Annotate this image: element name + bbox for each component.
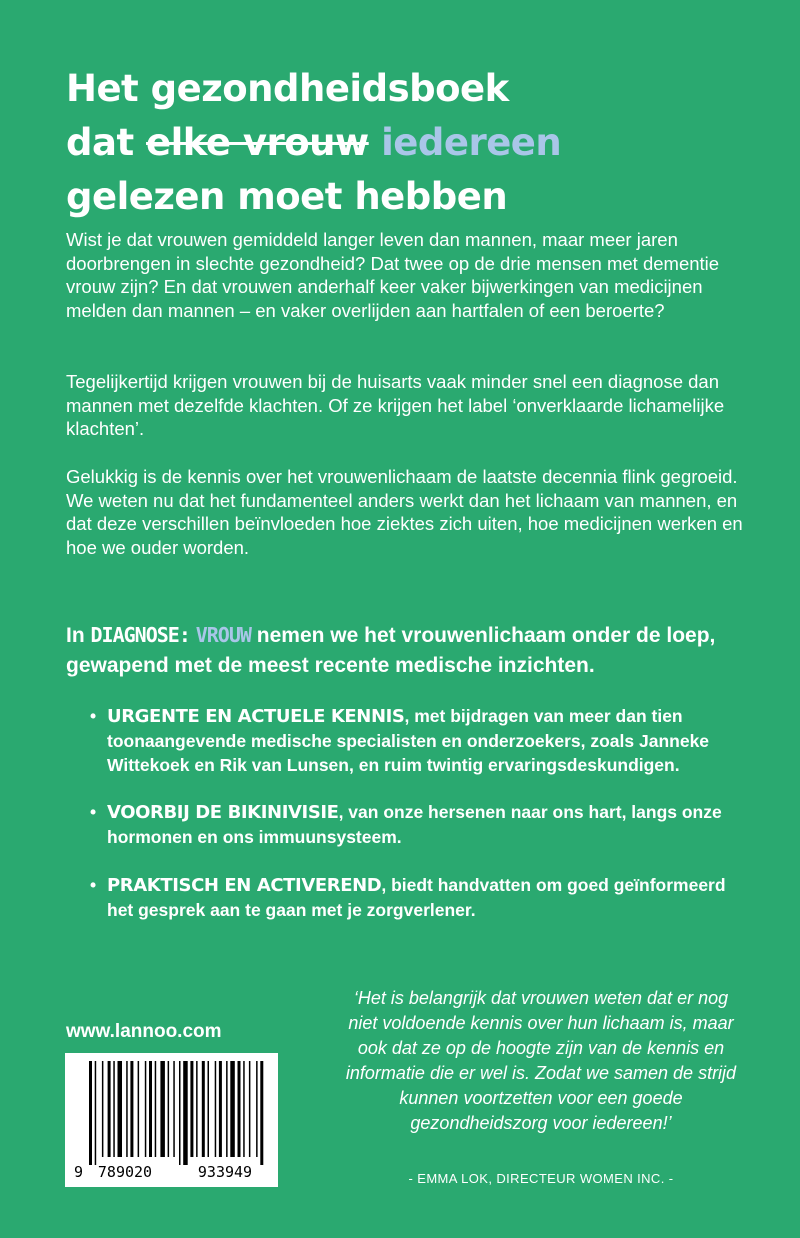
- barcode-bar: [149, 1061, 152, 1157]
- intro-paragraph: [66, 620, 756, 681]
- barcode-bar: [155, 1061, 157, 1157]
- bullet-dot-icon: •: [90, 875, 97, 895]
- bullet-lead: URGENTE EN ACTUELE KENNIS: [107, 706, 405, 727]
- brand-title-main: DIAGNOSE:: [90, 623, 190, 647]
- barcode-graphic: [65, 1053, 278, 1187]
- headline-line-1: Het gezondheidsboek: [66, 67, 509, 110]
- barcode-bar: [249, 1061, 251, 1157]
- bullet-text: , van onze hersenen naar ons hart, langs onze hormonen en ons immuunsysteem.: [107, 802, 722, 847]
- barcode-bar: [230, 1061, 235, 1157]
- bullet-dot-icon: •: [90, 706, 97, 726]
- bullet-lead: PRAKTISCH EN ACTIVEREND: [107, 875, 382, 896]
- barcode-bar: [168, 1061, 170, 1157]
- barcode-bar: [130, 1061, 133, 1157]
- bullet-item: [90, 704, 747, 777]
- bullet-text: , biedt handvatten om goed geïnformeerd het gesprek aan te gaan met je zorgverlener.: [107, 875, 726, 920]
- headline-line-2: [66, 116, 746, 170]
- bullet-lead: VOORBIJ DE BIKINIVISIE: [107, 802, 339, 823]
- barcode-bar: [126, 1061, 128, 1157]
- paragraph-2: Tegelijkertijd krijgen vrouwen bij de huisarts vaak minder snel een diagnose dan mannen met dezelfde klachten. Of ze krijgen het label ‘onverklaarde lichamelijke klachten’.: [66, 371, 725, 439]
- headline-prefix: dat: [66, 121, 147, 164]
- bullet-text: , met bijdragen van meer dan tien toonaangevende medische specialisten en onderzoekers, zoals Janneke Wittekoek en Rik van Lunsen, en ruim twintig ervaringsdeskundigen.: [107, 706, 710, 775]
- brand-title-alt: VROUW: [195, 623, 251, 647]
- barcode-bar: [202, 1061, 205, 1157]
- barcode-bars: [89, 1061, 263, 1165]
- bullet-item: [90, 873, 747, 922]
- publisher-website: www.lannoo.com: [66, 1021, 222, 1042]
- barcode-bar: [183, 1061, 188, 1165]
- barcode-bar: [95, 1061, 97, 1165]
- barcode-bar: [118, 1061, 123, 1157]
- barcode-bar: [196, 1061, 198, 1157]
- barcode-bar: [190, 1061, 193, 1157]
- barcode-bar: [219, 1061, 222, 1157]
- barcode-bar: [243, 1061, 245, 1157]
- paragraph-3: Gelukkig is de kennis over het vrouwenlichaam de laatste decennia flink gegroeid. We weten nu dat het fundamenteel anders werkt dan het lichaam van mannen, en dat deze verschillen beïnvloeden hoe ziektes zich uiten, hoe medicijnen werken en hoe we ouder worden.: [66, 466, 743, 558]
- barcode-bar: [260, 1061, 263, 1165]
- quote-attribution: - EMMA LOK, DIRECTEUR WOMEN INC. -: [408, 1171, 674, 1186]
- barcode-bar: [138, 1061, 140, 1157]
- headline-replacement: iedereen: [381, 121, 562, 164]
- barcode-bar: [238, 1061, 241, 1157]
- paragraph-1: Wist je dat vrouwen gemiddeld langer leven dan mannen, maar meer jaren doorbrengen in slechte gezondheid? Dat twee op de drie mensen met dementie vrouw zijn? En dat vrouwen anderhalf keer vaker bijwerkingen van medicijnen melden dan mannen – en vaker overlijden aan hartfalen of een beroerte?: [66, 229, 720, 321]
- barcode-bar: [215, 1061, 217, 1157]
- bullet-dot-icon: •: [90, 802, 97, 822]
- barcode-bar: [145, 1061, 147, 1157]
- barcode-left-digits: 789020: [97, 1163, 153, 1181]
- barcode-first-digit: 9: [74, 1163, 84, 1181]
- barcode-bar: [89, 1061, 92, 1165]
- barcode-bar: [102, 1061, 104, 1157]
- barcode-bar: [160, 1061, 165, 1157]
- headline: [66, 62, 746, 224]
- headline-struck-text: elke vrouw: [146, 121, 369, 164]
- intro-prefix: In: [66, 624, 91, 647]
- bullet-item: [90, 800, 747, 849]
- barcode-bar: [256, 1061, 258, 1157]
- quote-text: ‘Het is belangrijk dat vrouwen weten dat er nog niet voldoende kennis over hun lichaam is, maar ook dat ze op de hoogte zijn van de kennis en informatie die er wel is. Zodat we samen de strijd kunnen voortzetten voor een goede gezondheidszorg voor iedereen!’: [345, 988, 737, 1133]
- barcode-bar: [173, 1061, 175, 1157]
- intro-rest: nemen we het vrouwenlichaam onder de loep, gewapend met de meest recente medische inzichten.: [66, 624, 716, 677]
- headline-line-3: gelezen moet hebben: [66, 175, 508, 218]
- barcode: [65, 1053, 278, 1187]
- barcode-bar: [226, 1061, 228, 1157]
- barcode-bar: [108, 1061, 111, 1157]
- barcode-bar: [179, 1061, 181, 1165]
- barcode-bar: [208, 1061, 210, 1157]
- barcode-bar: [113, 1061, 115, 1157]
- barcode-right-digits: 933949: [197, 1163, 253, 1181]
